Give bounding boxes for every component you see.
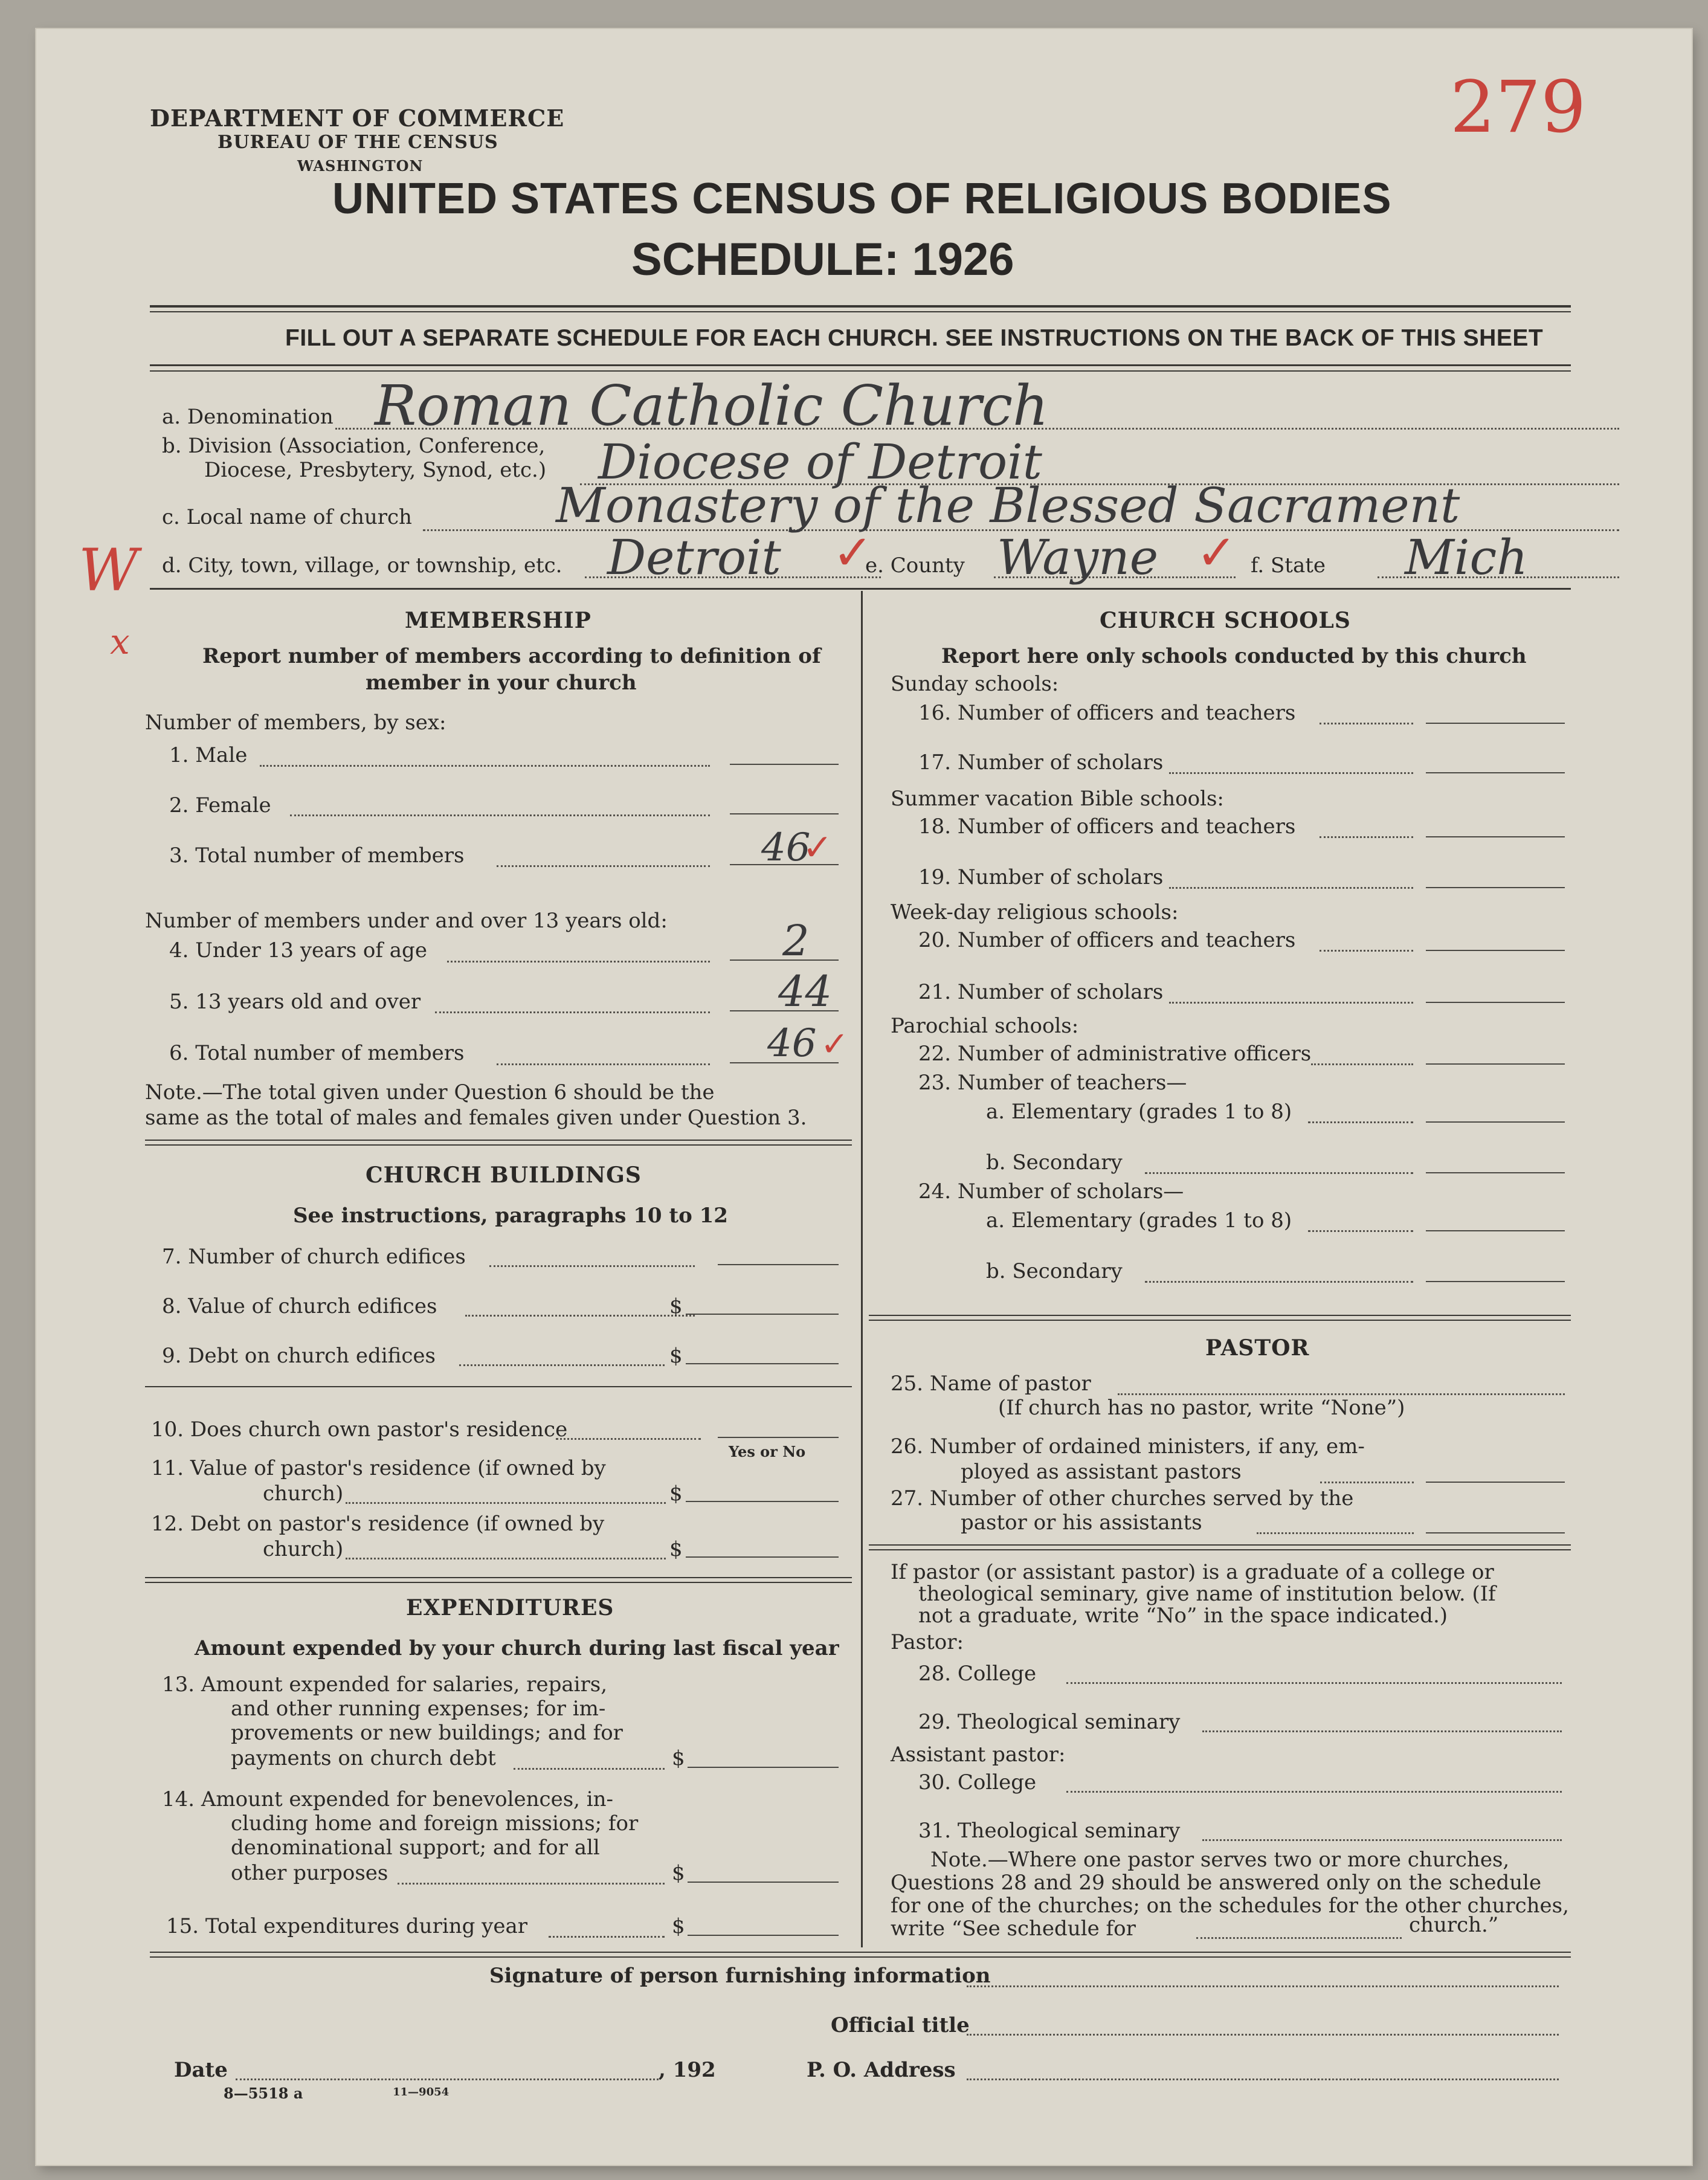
- q14-label-2: cluding home and foreign missions; for: [231, 1811, 639, 1836]
- q26-line: [1320, 1482, 1414, 1483]
- q23b-label: b. Secondary: [986, 1150, 1123, 1175]
- county-value[interactable]: Wayne: [997, 529, 1159, 585]
- check-mark: ✓: [820, 1025, 849, 1064]
- q23a-line: [1308, 1121, 1413, 1123]
- q30-answer-field[interactable]: [1066, 1791, 1562, 1793]
- q27-answer-field[interactable]: [1426, 1532, 1565, 1533]
- yes-no-hint: Yes or No: [729, 1443, 806, 1460]
- q26-answer-field[interactable]: [1426, 1482, 1565, 1483]
- local-name-value[interactable]: Monastery of the Blessed Sacrament: [556, 477, 1460, 534]
- divider: [150, 1952, 1571, 1953]
- pastor-note-1: Note.—Where one pastor serves two or more churches,: [930, 1848, 1510, 1872]
- pastor-note-5: church.”: [1409, 1913, 1499, 1937]
- division-value[interactable]: Diocese of Detroit: [598, 434, 1042, 490]
- divider: [150, 305, 1571, 308]
- division-label-2: Diocese, Presbytery, Synod, etc.): [204, 458, 547, 482]
- q2-line: [290, 814, 710, 816]
- q23a-answer-field[interactable]: [1426, 1121, 1565, 1123]
- divider: [145, 1386, 852, 1387]
- check-mark: ✓: [833, 524, 874, 581]
- q27-line: [1257, 1532, 1414, 1534]
- q5-13over-label: 5. 13 years old and over: [169, 990, 421, 1014]
- q23b-line: [1145, 1172, 1413, 1174]
- membership-title: MEMBERSHIP: [405, 608, 591, 633]
- census-schedule-sheet: [36, 29, 1692, 2165]
- q31-answer-field[interactable]: [1202, 1839, 1562, 1841]
- date-label: Date: [174, 2058, 228, 2082]
- q23b-answer-field[interactable]: [1426, 1172, 1565, 1173]
- q14-line: [398, 1883, 665, 1885]
- q14-label-4: other purposes: [231, 1861, 388, 1885]
- check-mark: ✓: [802, 827, 833, 869]
- q14-dollar: $: [672, 1861, 685, 1885]
- expenditures-subtitle: Amount expended by your church during last fiscal year: [195, 1636, 839, 1660]
- q30-label: 30. College: [918, 1770, 1037, 1795]
- divider: [150, 588, 1571, 590]
- official-title-label: Official title: [831, 2013, 970, 2037]
- q9-answer-field[interactable]: [686, 1363, 839, 1364]
- q2-answer-field[interactable]: [730, 813, 839, 814]
- q11-answer-field[interactable]: [686, 1501, 839, 1502]
- graduate-instruction-2: theological seminary, give name of institution below. (If: [918, 1582, 1496, 1606]
- divider: [869, 1315, 1571, 1316]
- q22-answer-field[interactable]: [1426, 1063, 1565, 1065]
- q2-female-label: 2. Female: [169, 793, 271, 818]
- weekday-schools-label: Week-day religious schools:: [891, 900, 1179, 924]
- schools-subtitle: Report here only schools conducted by this church: [941, 644, 1527, 668]
- q4-value[interactable]: 2: [782, 916, 810, 966]
- q15-line: [549, 1936, 665, 1938]
- form-number: 8—5518 a: [224, 2085, 303, 2102]
- divider: [150, 364, 1571, 366]
- q11-dollar: $: [669, 1482, 683, 1506]
- q23-label: 23. Number of teachers—: [918, 1071, 1187, 1095]
- q17-line: [1169, 772, 1413, 774]
- sunday-schools-label: Sunday schools:: [891, 672, 1059, 696]
- q15-label: 15. Total expenditures during year: [166, 1914, 528, 1938]
- q23a-label: a. Elementary (grades 1 to 8): [986, 1100, 1292, 1124]
- q9-dollar: $: [669, 1344, 683, 1368]
- q26-label-1: 26. Number of ordained ministers, if any, em-: [891, 1434, 1365, 1459]
- q1-male-label: 1. Male: [169, 743, 248, 767]
- q22-label: 22. Number of administrative officers: [918, 1042, 1312, 1066]
- q9-line: [459, 1364, 665, 1366]
- q19-answer-field[interactable]: [1426, 887, 1565, 888]
- q4-line: [447, 961, 710, 963]
- q12-label-2: church): [263, 1537, 344, 1561]
- q19-line: [1169, 887, 1413, 889]
- q13-label-4: payments on church debt: [231, 1746, 496, 1770]
- q31-label: 31. Theological seminary: [918, 1819, 1181, 1843]
- local-name-label: c. Local name of church: [162, 505, 412, 529]
- q4-under13-label: 4. Under 13 years of age: [169, 938, 427, 963]
- divider: [145, 1140, 852, 1141]
- q5-value[interactable]: 44: [778, 967, 833, 1016]
- q3-line: [497, 865, 710, 867]
- check-mark: ✓: [1196, 524, 1237, 581]
- q24a-line: [1308, 1230, 1413, 1232]
- q6-line: [497, 1063, 710, 1065]
- q8-dollar: $: [669, 1294, 683, 1318]
- denomination-label: a. Denomination: [162, 405, 334, 429]
- q21-line: [1169, 1002, 1413, 1004]
- q29-answer-field[interactable]: [1202, 1730, 1562, 1732]
- q1-answer-field[interactable]: [730, 764, 839, 765]
- by-sex-label: Number of members, by sex:: [145, 711, 446, 735]
- city-label: WASHINGTON: [297, 157, 424, 175]
- q10-label: 10. Does church own pastor's residence: [151, 1417, 568, 1442]
- date-year-label: , 192: [659, 2058, 716, 2082]
- pastor-title: PASTOR: [1205, 1335, 1310, 1361]
- q28-answer-field[interactable]: [1066, 1682, 1562, 1684]
- q13-dollar: $: [672, 1746, 685, 1770]
- q14-answer-field[interactable]: [688, 1882, 839, 1883]
- q10-line: [556, 1438, 701, 1440]
- divider: [150, 370, 1571, 372]
- q21-label: 21. Number of scholars: [918, 980, 1164, 1004]
- membership-note-2: same as the total of males and females given under Question 3.: [145, 1106, 807, 1130]
- po-address-field[interactable]: [967, 2078, 1559, 2080]
- instruction-banner: FILL OUT A SEPARATE SCHEDULE FOR EACH CHURCH. SEE INSTRUCTIONS ON THE BACK OF THIS SHEET: [285, 325, 1544, 351]
- q18-label: 18. Number of officers and teachers: [918, 814, 1296, 839]
- q20-line: [1320, 950, 1413, 952]
- column-divider: [861, 591, 863, 1947]
- q8-line: [465, 1315, 695, 1317]
- q13-line: [514, 1768, 665, 1770]
- bureau-label: BUREAU OF THE CENSUS: [218, 132, 498, 153]
- state-label: f. State: [1251, 553, 1326, 578]
- q24b-line: [1145, 1281, 1413, 1283]
- q21-answer-field[interactable]: [1426, 1002, 1565, 1003]
- q19-label: 19. Number of scholars: [918, 865, 1164, 889]
- q7-line: [489, 1265, 695, 1267]
- see-schedule-line[interactable]: [1196, 1937, 1402, 1939]
- q11-label-2: church): [263, 1482, 344, 1506]
- summer-schools-label: Summer vacation Bible schools:: [891, 787, 1224, 811]
- graduate-instruction-3: not a graduate, write “No” in the space indicated.): [918, 1604, 1448, 1628]
- q15-answer-field[interactable]: [688, 1935, 839, 1936]
- divider: [150, 1956, 1571, 1958]
- date-field[interactable]: [236, 2078, 659, 2080]
- department-label: DEPARTMENT OF COMMERCE: [150, 105, 565, 132]
- q22-line: [1311, 1063, 1413, 1065]
- q3-value[interactable]: 46: [761, 825, 811, 870]
- q16-line: [1320, 723, 1413, 724]
- q12-answer-field[interactable]: [686, 1556, 839, 1558]
- pastor-subheading: Pastor:: [891, 1630, 964, 1654]
- graduate-instruction-1: If pastor (or assistant pastor) is a graduate of a college or: [891, 1560, 1494, 1584]
- schools-title: CHURCH SCHOOLS: [1100, 608, 1351, 633]
- q20-answer-field[interactable]: [1426, 950, 1565, 951]
- pastor-note-4: write “See schedule for: [891, 1917, 1136, 1941]
- q14-label-1: 14. Amount expended for benevolences, in-: [162, 1787, 614, 1811]
- pastor-note-2: Questions 28 and 29 should be answered only on the schedule: [891, 1871, 1542, 1895]
- q8-label: 8. Value of church edifices: [162, 1294, 437, 1318]
- q12-line: [346, 1558, 666, 1559]
- divider: [145, 1144, 852, 1146]
- divider: [145, 1582, 852, 1583]
- q24a-label: a. Elementary (grades 1 to 8): [986, 1208, 1292, 1233]
- q16-answer-field[interactable]: [1426, 723, 1565, 724]
- divider: [869, 1549, 1571, 1550]
- q28-label: 28. College: [918, 1662, 1037, 1686]
- q17-answer-field[interactable]: [1426, 772, 1565, 773]
- q13-label-1: 13. Amount expended for salaries, repairs,: [162, 1672, 608, 1697]
- q14-label-3: denominational support; and for all: [231, 1836, 600, 1860]
- q6-total-label: 6. Total number of members: [169, 1041, 465, 1065]
- signature-label: Signature of person furnishing information: [489, 1964, 991, 1988]
- buildings-title: CHURCH BUILDINGS: [366, 1163, 642, 1188]
- print-number: 11—9054: [393, 2086, 450, 2098]
- q29-label: 29. Theological seminary: [918, 1710, 1181, 1734]
- q1-line: [260, 765, 710, 767]
- q27-label-1: 27. Number of other churches served by the: [891, 1486, 1354, 1511]
- expenditures-title: EXPENDITURES: [406, 1595, 614, 1620]
- assistant-pastor-subheading: Assistant pastor:: [891, 1743, 1066, 1767]
- q7-answer-field[interactable]: [718, 1264, 839, 1265]
- schedule-title: SCHEDULE: 1926: [631, 234, 1014, 285]
- signature-field[interactable]: [967, 1985, 1559, 1987]
- q15-dollar: $: [672, 1914, 685, 1938]
- q6-value[interactable]: 46: [767, 1021, 817, 1066]
- q16-label: 16. Number of officers and teachers: [918, 701, 1296, 725]
- q12-dollar: $: [669, 1537, 683, 1561]
- pastor-note-3: for one of the churches; on the schedules for the other churches,: [891, 1894, 1569, 1918]
- q3-total-label: 3. Total number of members: [169, 843, 465, 868]
- q24a-answer-field[interactable]: [1426, 1230, 1565, 1231]
- margin-check-mark: W: [79, 537, 138, 604]
- denomination-value[interactable]: Roman Catholic Church: [375, 373, 1049, 438]
- q9-label: 9. Debt on church edifices: [162, 1344, 436, 1368]
- divider: [150, 311, 1571, 312]
- q18-answer-field[interactable]: [1426, 836, 1565, 837]
- buildings-subtitle: See instructions, paragraphs 10 to 12: [293, 1204, 728, 1228]
- q24b-answer-field[interactable]: [1426, 1281, 1565, 1282]
- q26-label-2: ployed as assistant pastors: [961, 1460, 1242, 1484]
- membership-note-1: Note.—The total given under Question 6 should be the: [145, 1080, 715, 1105]
- q7-label: 7. Number of church edifices: [162, 1245, 466, 1269]
- divider: [145, 1577, 852, 1578]
- q12-label-1: 12. Debt on pastor's residence (if owned by: [151, 1512, 605, 1536]
- q13-label-2: and other running expenses; for im-: [231, 1697, 606, 1721]
- q25-line: [1118, 1393, 1565, 1395]
- q17-label: 17. Number of scholars: [918, 750, 1164, 775]
- page-number-handwritten: 279: [1450, 65, 1587, 149]
- q25-label: 25. Name of pastor: [891, 1372, 1091, 1396]
- q13-answer-field[interactable]: [688, 1767, 839, 1768]
- q11-label-1: 11. Value of pastor's residence (if owned by: [151, 1456, 606, 1480]
- division-label-1: b. Division (Association, Conference,: [162, 434, 546, 458]
- official-title-field[interactable]: [967, 2034, 1559, 2036]
- margin-x-mark: x: [110, 621, 130, 662]
- q20-label: 20. Number of officers and teachers: [918, 928, 1296, 952]
- membership-subtitle-2: member in your church: [366, 671, 637, 695]
- q5-line: [435, 1011, 710, 1013]
- po-address-label: P. O. Address: [807, 2058, 956, 2082]
- form-title: UNITED STATES CENSUS OF RELIGIOUS BODIES: [332, 175, 1392, 223]
- q25-note: (If church has no pastor, write “None”): [998, 1396, 1405, 1420]
- q24-label: 24. Number of scholars—: [918, 1179, 1184, 1204]
- q8-answer-field[interactable]: [686, 1314, 839, 1315]
- city-value[interactable]: Detroit: [607, 529, 781, 585]
- q13-label-3: provements or new buildings; and for: [231, 1721, 623, 1745]
- county-label: e. County: [865, 553, 965, 578]
- q24b-label: b. Secondary: [986, 1259, 1123, 1283]
- parochial-schools-label: Parochial schools:: [891, 1014, 1079, 1038]
- membership-subtitle-1: Report number of members according to definition of: [202, 644, 821, 668]
- state-value[interactable]: Mich: [1405, 529, 1528, 585]
- q27-label-2: pastor or his assistants: [961, 1511, 1202, 1535]
- by-age-label: Number of members under and over 13 years old:: [145, 909, 668, 933]
- divider: [869, 1544, 1571, 1546]
- q18-line: [1320, 836, 1413, 838]
- q11-line: [346, 1502, 666, 1504]
- divider: [869, 1320, 1571, 1321]
- q10-answer-field[interactable]: [718, 1437, 839, 1438]
- city-field-label: d. City, town, village, or township, etc.: [162, 553, 562, 578]
